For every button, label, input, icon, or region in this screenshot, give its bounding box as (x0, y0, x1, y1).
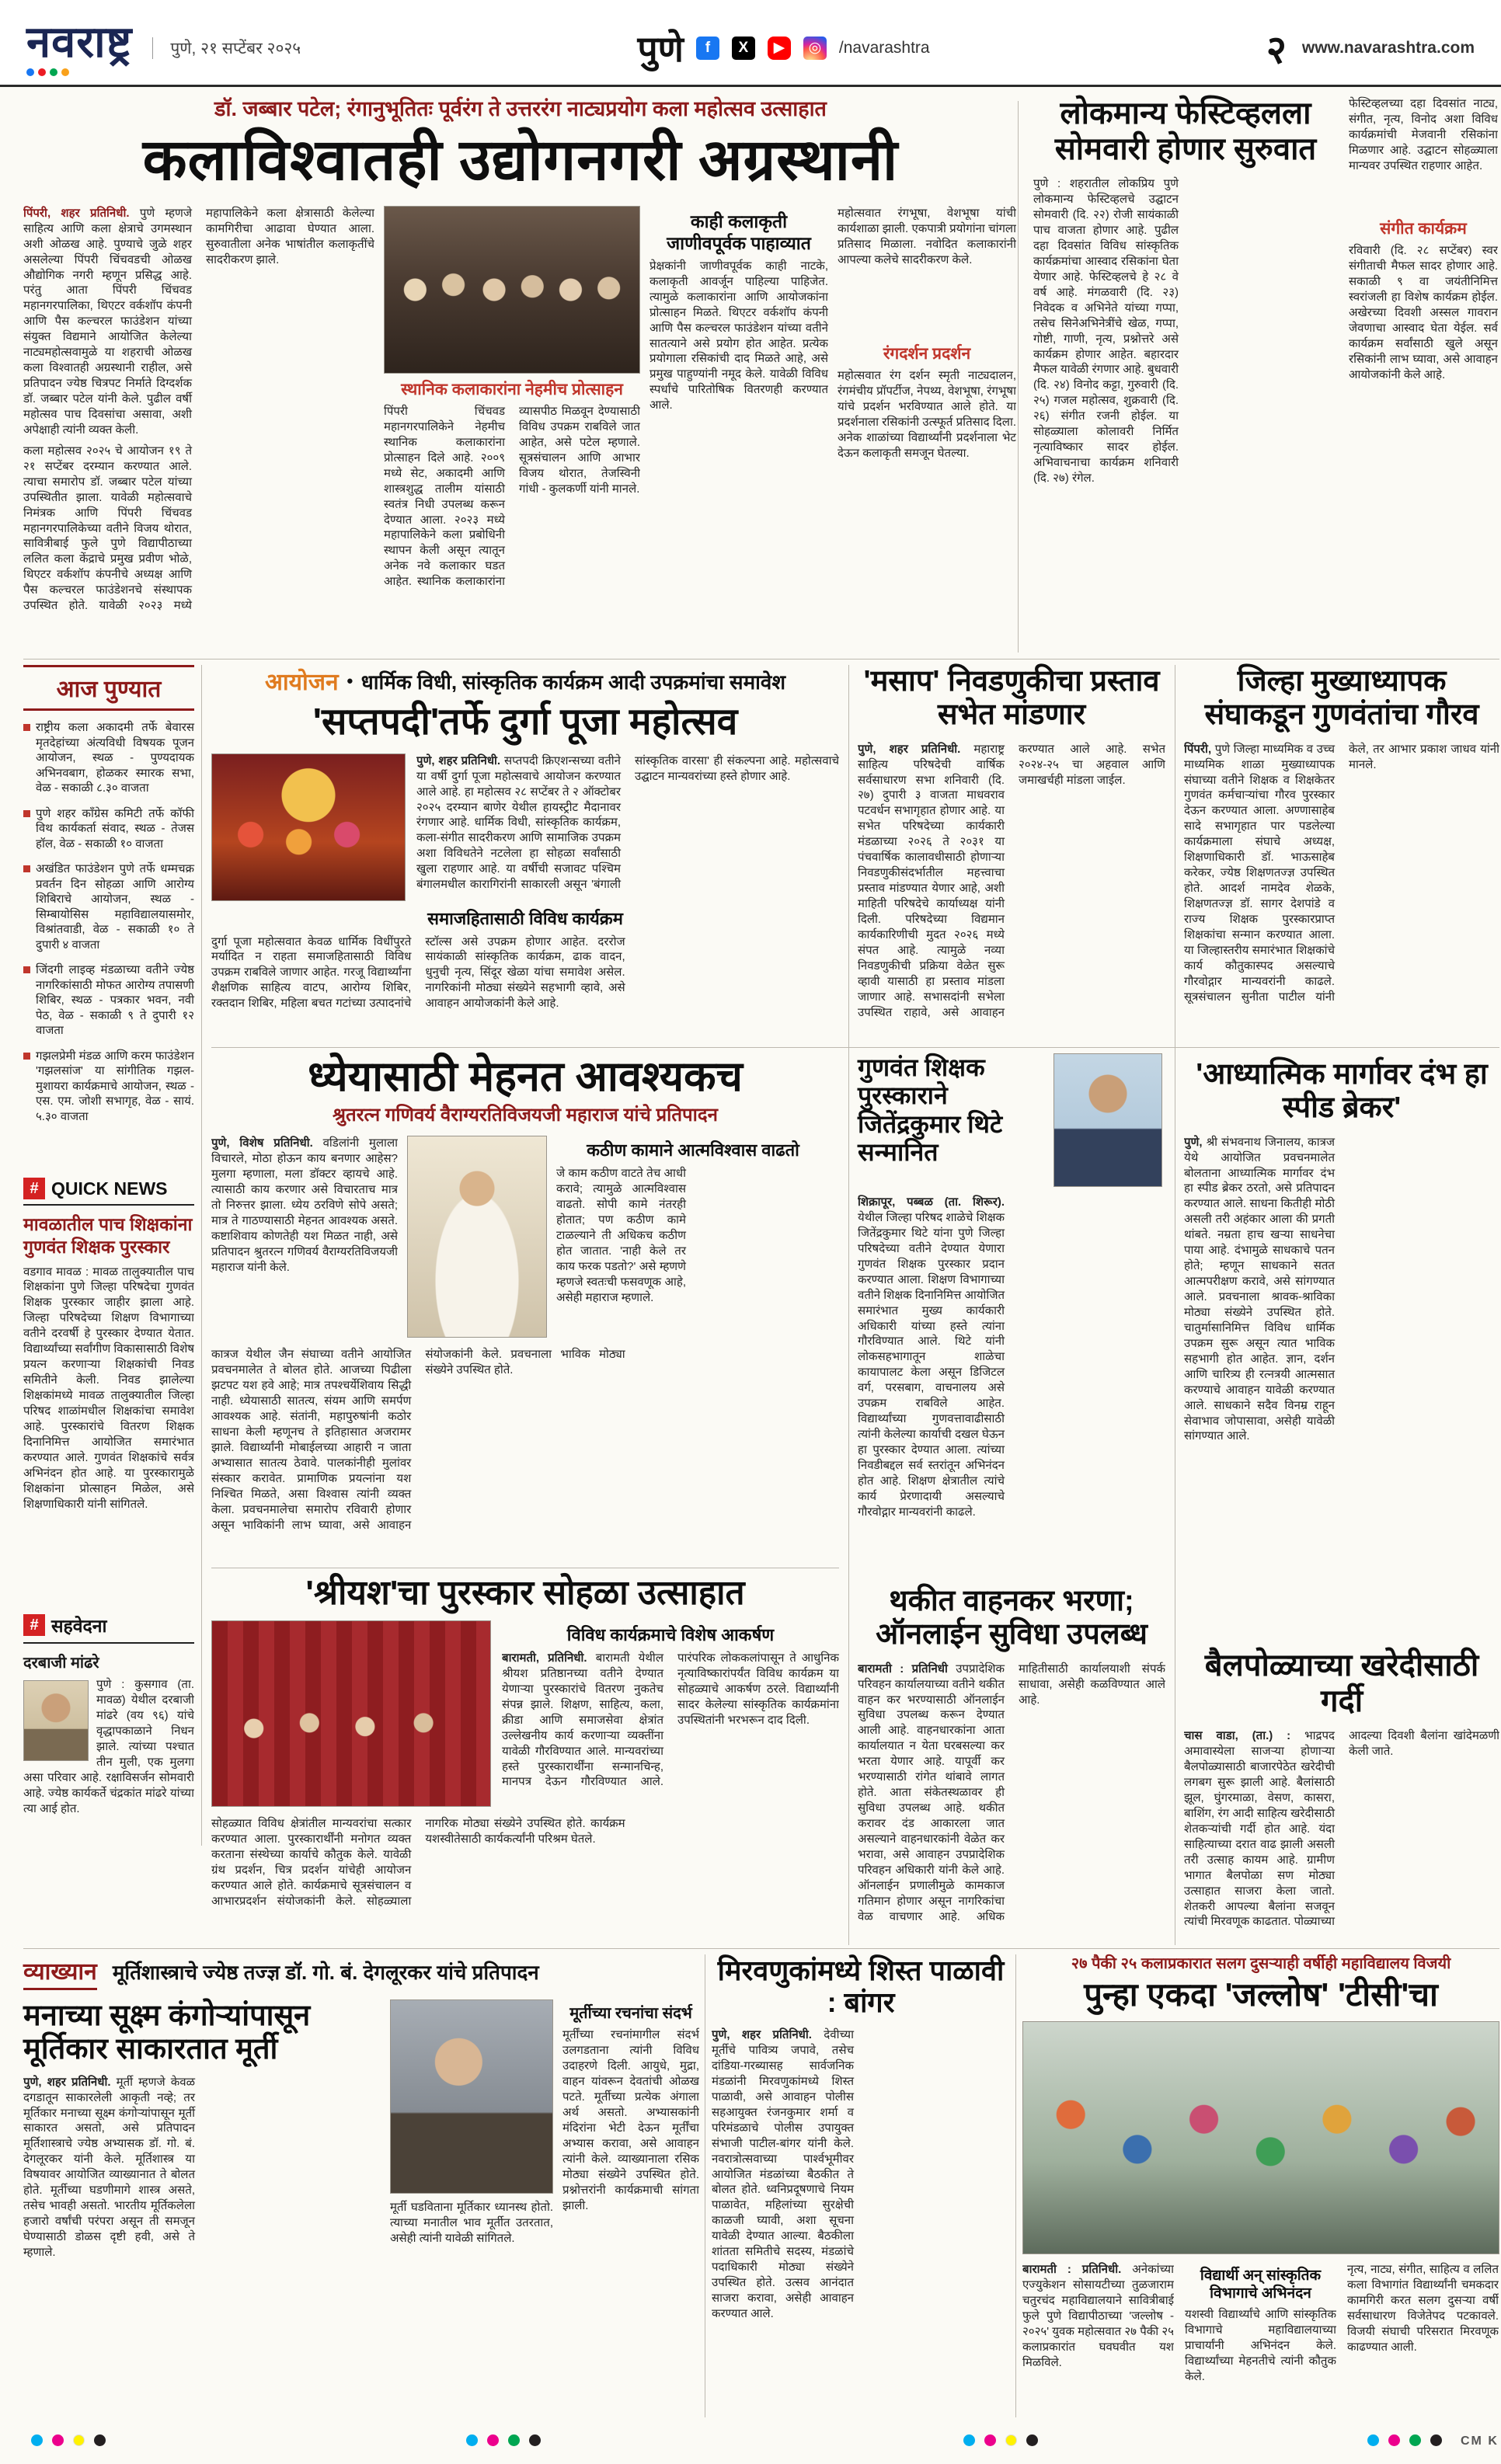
article-body (1184, 1135, 1499, 1624)
article-kicker: डॉ. जब्बार पटेल; रंगानुभूतितः पूर्वरंग ते उत्तररंग नाट्यप्रयोग कला महोत्सव उत्साहात (214, 97, 827, 120)
magenta-dot (487, 2434, 499, 2446)
subhead: स्थानिक कलाकारांना नेहमीच प्रोत्साहन (401, 380, 623, 398)
body-text: यशस्वी विद्यार्थ्यांचे आणि सांस्कृतिक विभागाचे महाविद्यालयाच्या प्राचार्यांनी अभिनंदन केले. विद्यार्थ्यांच्या मेहनतीचे त्यांनी कौतुक केले. (1185, 2308, 1336, 2383)
article-body (390, 2200, 553, 2394)
page-number: २ (1266, 27, 1287, 71)
body-text: अनेकांच्या एज्युकेशन सोसायटीच्या तुळजाराम चतुरचंद महाविद्यालयाने सावित्रीबाई फुले पुणे विद्यापीठाच्या 'जल्लोष - २०२५' युवक महोत्सवात २७ पैकी २५ कलाप्रकारांत घवघवीत यश मिळविले. (1022, 2262, 1174, 2369)
article-column (1349, 96, 1498, 611)
article-vehicle-tax (858, 1585, 1165, 1944)
event-list-item: अखंडित फाउंडेशन पुणे तर्फे धम्मचक्र प्रवर्तन दिन सोहळा आणि आरोग्य शिबिराचे आयोजन, स्थळ - सिम्बायोसिस महाविद्यालयासमोर, विश्रांतवाडी, वेळ - सकाळी १० ते दुपारी ४ वाजता (23, 861, 194, 952)
article-masap-election (858, 665, 1165, 1041)
photo-monk (407, 1136, 547, 1338)
section-header (23, 1954, 699, 1990)
article-headline: पुन्हा एकदा 'जल्लोष' 'टीसी'चा (1084, 1976, 1438, 2013)
byline: बारामती : प्रतिनिधी. (1022, 2262, 1122, 2276)
article-headline: ध्येयासाठी मेहनत आवश्यकच (308, 1053, 743, 1100)
obituary-box (23, 1613, 194, 1846)
article-body (858, 742, 1165, 1029)
logo-dot-orange (61, 68, 69, 76)
box-title: सहवेदना (51, 1616, 107, 1636)
article-body (211, 1816, 839, 1925)
body-text: सप्तपदी क्रिएशन्सच्या वतीने या वर्षी दुर्गा पूजा महोत्सवाचे आयोजन करण्यात आले आहे. हा महोत्सव २८ सप्टेंबर ते २ ऑक्टोबर २०२५ दरम्यान बाणेर येथील हायस्ट्रीट मैदानावर रंगणार आहे. धार्मिक विधी, सांस्कृतिक कार्यक्रम, कला-संगीत सादरीकरण आणि सामाजिक उपक्रम अशा विविधतेने नटलेला हा सोहळा सर्वांसाठी खुला राहणार आहे. या वर्षीची सजावट पश्चिम बंगालमधील कारागिरांनी साकारली असून 'बंगाली सांस्कृतिक वारसा' ही संकल्पना आहे. महोत्सवाचे उद्घाटन मान्यवरांच्या हस्ते होणार आहे. (416, 753, 839, 892)
black-dot (1026, 2434, 1038, 2446)
article-jallosh-victory (1022, 1954, 1499, 2417)
logo-block (26, 16, 133, 76)
article-headline: मनाच्या सूक्ष्म कंगोऱ्यांपासून मूर्तिकार साकारतात मूर्ती (23, 1999, 311, 2066)
yellow-dot (1005, 2434, 1017, 2446)
article-spiritual-path (1184, 1058, 1499, 1636)
paper-logo: नवराष्ट्र (26, 16, 133, 66)
section-subtitle: धार्मिक विधी, सांस्कृतिक कार्यक्रम आदी उपक्रमांचा समावेश (360, 670, 786, 694)
section-label: आयोजन (264, 670, 339, 695)
article-headline: गुणवंत शिक्षक पुरस्काराने जितेंद्रकुमार थिटे सन्मानित (858, 1053, 1003, 1167)
magenta-dot (52, 2434, 64, 2446)
article-sculptor-lecture (23, 1954, 699, 2417)
article-column (838, 206, 1016, 625)
registration-marks (1367, 2434, 1442, 2446)
body-text: येथील जिल्हा परिषद शाळेचे शिक्षक जितेंद्रकुमार थिटे यांना पुणे जिल्हा परिषदेच्या वतीने देण्यात येणारा गुणवंत शिक्षक पुरस्कार प्रदान करण्यात आला. शिक्षण विभागाच्या वतीने शिक्षक दिनानिमित्त आयोजित समारंभात मुख्य कार्यकारी अधिकारी यांच्या हस्ते त्यांना गौरविण्यात आले. थिटे यांनी लोकसहभागातून शाळेचा कायापालट केला असून डिजिटल वर्ग, परसबाग, वाचनालय असे उपक्रम राबविले आहेत. विद्यार्थ्यांच्या गुणवत्तावाढीसाठी त्यांनी केलेल्या कार्याची दखल घेऊन हा पुरस्कार देण्यात आला. त्यांच्या निवडीबद्दल सर्व स्तरांतून अभिनंदन होत आहे. शिक्षण क्षेत्रातील त्यांचे कार्य प्रेरणादायी असल्याचे गौरवोद्गार मान्यवरांनी काढले. (858, 1210, 1005, 1519)
box-header (23, 1178, 194, 1206)
article-body (1184, 742, 1499, 1028)
black-dot (94, 2434, 106, 2446)
byline: पुणे, शहर प्रतिनिधी. (23, 2075, 111, 2089)
article-body (1184, 1728, 1499, 1938)
article-columns (211, 1620, 839, 1807)
article-columns (211, 753, 839, 901)
social-handle: /navarashtra (838, 38, 930, 57)
photo-column (384, 206, 640, 625)
article-body (23, 206, 374, 625)
bullet-icon: ● (346, 674, 353, 687)
byline: पुणे, (1184, 1135, 1203, 1149)
photo-winning-team-group (1022, 2021, 1499, 2254)
photo-award-ceremony (211, 1620, 491, 1807)
article-body (858, 1195, 1165, 1560)
article-lokmanya-festival (1033, 96, 1499, 653)
body-text: प्रेक्षकांनी जाणीवपूर्वक काही नाटके, कलाकृती आवर्जून पाहिल्या पाहिजेत. त्यामुळे कलाकारांना आणि आयोजकांना प्रोत्साहन मिळते. थिएटर वर्कशॉप कंपनी आणि पैस कल्चरल फाउंडेशन यांच्या वतीने सातत्याने असे प्रयोग होत आहेत. प्रत्येक प्रयोगाला रसिकांची दाद मिळते आहे, असे प्रमुख पाहुण्यांनी नमूद केले. यावेळी विविध स्पर्धांचे पारितोषिक वितरणही करण्यात आले. (650, 259, 828, 412)
article-body (23, 1677, 194, 1832)
article-body (562, 2027, 699, 2385)
article-body (838, 368, 1016, 586)
article-column (23, 1999, 381, 2394)
black-dot (529, 2434, 541, 2446)
article-body (838, 206, 1016, 338)
website-url: www.navarashtra.com (1301, 38, 1475, 57)
article-columns (211, 1136, 839, 1338)
article-body (384, 404, 640, 603)
article-body (1022, 2262, 1174, 2386)
body-text: पुणे : कुसगाव (ता. मावळ) येथील दरबाजी मांढरे (वय ९६) यांचे वृद्धापकाळाने निधन झाले. त्यांच्या पश्चात तीन मुली, एक मुलगा असा परिवार आहे. रक्षाविसर्जन सोमवारी आहे. ज्येष्ठ कार्यकर्ते चंद्रकांत मांढरे यांच्या त्या आई होत. (23, 1678, 194, 1815)
article-column (562, 1999, 699, 2394)
article-columns (1033, 96, 1499, 611)
column-rule (1018, 101, 1019, 653)
article-columns (23, 206, 1018, 625)
masthead (0, 0, 1501, 87)
body-text: श्री संभवनाथ जिनालय, कात्रज येथे आयोजित प्रवचनमालेत बोलताना आध्यात्मिक मार्गावर दंभ हा स्पीड ब्रेकर ठरतो, असे प्रतिपादन करण्यात आले. साधना कितीही मोठी असली तरी अहंकार आला की प्रगती थांबते. नम्रता हाच खऱ्या साधनेचा पाया आहे. दंभामुळे साधकाचे पतन होते; म्हणून साधकाने सतत आत्मपरीक्षण करावे, असे सांगण्यात आले. प्रवचनाला श्रावक-श्राविका मोठ्या संख्येने उपस्थित होते. चातुर्मासानिमित्त विविध धार्मिक उपक्रम सुरू असून त्यात भाविक सहभागी होत आहेत. ज्ञान, दर्शन आणि चारित्र्य ही रत्नत्रयी आत्मसात करण्याचे आवाहन यावेळी करण्यात आले. साधकाने सदैव विनम्र राहून सेवाभाव जोपासावा, असेही यावेळी सांगण्यात आले. (1184, 1135, 1335, 1443)
body-text: रविवारी (दि. २८ सप्टेंबर) स्वर संगीताची मैफल सादर होणार आहे. सकाळी ९ वा जयंतीनिमित्त स्वरांजली हा विशेष कार्यक्रम होईल. अखेरच्या दिवशी अस्सल गावरान जेवणाचा आस्वाद घेता येईल. सर्व कार्यक्रम सर्वांसाठी खुले असून रसिकांनी लाभ घ्यावा, असे आवाहन आयोजकांनी केले आहे. (1349, 244, 1498, 381)
photo-obituary-portrait (23, 1680, 89, 1761)
hash-icon: # (23, 1178, 45, 1199)
article-headline: थकीत वाहनकर भरणा; ऑनलाईन सुविधा उपलब्ध (876, 1585, 1148, 1651)
body-text: पुणे म्हणजे साहित्य आणि कला क्षेत्राचे उगमस्थान अशी ओळख आहे. पुण्याचे जुळे शहर असलेल्या पिंपरी चिंचवडची ओळख औद्योगिक नगरी म्हणून प्रसिद्ध आहे. परंतु आता पिंपरी चिंचवड महानगरपालिका, थिएटर वर्कशॉप कंपनी आणि पैस कल्चरल फाउंडेशन यांच्या संयुक्त विद्यमाने आयोजित केलेल्या नाट्यमहोत्सवामुळे या शहराची ओळख कला विश्वातही अग्रस्थानी राहील, असे प्रतिपादन ज्येष्ठ चित्रपट निर्माते दिग्दर्शक डॉ. जब्बार पटेल यांनी केले. पुढील वर्षी महोत्सव पाच दिवसांचा असावा, अशी अपेक्षाही त्यांनी व्यक्त केली. (23, 206, 192, 437)
article-body (211, 934, 839, 1026)
section-rule (23, 659, 1499, 660)
body-text: उपप्रादेशिक परिवहन कार्यालयाच्या वतीने थकीत वाहन कर भरण्यासाठी ऑनलाईन सुविधा उपलब्ध करून देण्यात आली आहे. वाहनधारकांना आता कार्यालयात न येता घरबसल्या कर भरता येणार आहे. यापूर्वी कर भरण्यासाठी रांगेत थांबावे लागत होते. आता संकेतस्थळावर ही सुविधा उपलब्ध आहे. थकीत करावर दंड आकारला जात असल्याने वाहनधारकांनी वेळेत कर भरावा, असे आवाहन उपप्रादेशिक परिवहन अधिकारी यांनी केले आहे. ऑनलाईन प्रणालीमुळे कामकाज गतिमान होणार असून नागरिकांचा वेळ वाचणार आहे. अधिक माहितीसाठी कार्यालयाशी संपर्क साधावा, असेही कळविण्यात आले आहे. (858, 1662, 1165, 1923)
article-kicker: श्रुतरत्न गणिवर्य वैराग्यरतिविजयजी महाराज यांचे प्रतिपादन (333, 1104, 718, 1126)
subhead: मूर्तीच्या रचनांचा संदर्भ (569, 2005, 692, 2022)
byline: पुणे, शहर प्रतिनिधी. (712, 2028, 812, 2042)
article-headline: 'मसाप' निवडणुकीचा प्रस्ताव सभेत मांडणार (863, 665, 1160, 732)
article-durga-puja (211, 665, 839, 1041)
press-color-mark: CM K (1461, 2434, 1499, 2448)
paragraph (23, 206, 192, 438)
article-headline: बैलपोळ्याच्या खरेदीसाठी गर्दी (1204, 1648, 1479, 1718)
body-text: मूर्तींच्या रचनांमागील संदर्भ उलगडताना त्यांनी विविध उदाहरणे दिली. आयुधे, मुद्रा, वाहन यांवरून देवतांची ओळख पटते. मूर्तीच्या प्रत्येक अंगाला अर्थ असतो. अभ्यासकांनी मंदिरांना भेटी देऊन मूर्तींचा अभ्यास करावा, असे आवाहन त्यांनी केले. व्याख्यानाला रसिक मोठ्या संख्येने उपस्थित होते. प्रश्नोत्तरांनी कार्यक्रमाची सांगता झाली. (562, 2028, 699, 2212)
body-text: महोत्सवात रंग दर्शन स्मृती नाट्यदालन, रंगमंचीय प्रॉपर्टीज, नेपथ्य, वेशभूषा, रंगभूषा यांचे प्रदर्शन भरविण्यात आले होते. या प्रदर्शनाला रसिकांनी उत्स्फूर्त प्रतिसाद दिला. अनेक शाळांच्या विद्यार्थ्यांनी प्रदर्शनाला भेट देऊन कलाकृती समजून घेतल्या. (838, 368, 1016, 460)
article-kicker: मूर्तिशास्त्राचे ज्येष्ठ तज्ज्ञ डॉ. गो. बं. देगलूरकर यांचे प्रतिपादन (112, 1961, 539, 1984)
article-headline: मावळातील पाच शिक्षकांना गुणवंत शिक्षक पुरस्कार (23, 1214, 193, 1257)
article-body (502, 1651, 839, 1803)
cyan-dot (31, 2434, 43, 2446)
black-dot (1430, 2434, 1442, 2446)
article-shriyash-awards (211, 1574, 839, 1945)
subhead: रंगदर्शन प्रदर्शन (883, 344, 971, 363)
article-headmaster-association (1184, 665, 1499, 1046)
body-text: देवीच्या मूर्तीचे पावित्र्य जपावे, तसेच दांडिया-गरब्यासह सार्वजनिक मंडळांनी मिरवणुकांमध्ये शिस्त पाळावी, असे आवाहन पोलीस सहआयुक्त रंजनकुमार शर्मा व परिमंडळाचे पोलीस उपायुक्त संभाजी पाटील-बांगर यांनी केले. नवरात्रोत्सवाच्या पार्श्वभूमीवर आयोजित मंडळांच्या बैठकीत ते बोलत होते. ध्वनिप्रदूषणाचे नियम पाळावेत, महिलांच्या सुरक्षेची काळजी घ्यावी, अशा सूचना यावेळी देण्यात आल्या. बैठकीला शांतता समितीचे सदस्य, मंडळांचे पदाधिकारी मोठ्या संख्येने उपस्थित होते. उत्सव आनंदात साजरा करावा, असेही आवाहन करण्यात आले. (712, 2028, 854, 2320)
subhead: संगीत कार्यक्रम (1380, 220, 1467, 238)
article-body (650, 259, 828, 616)
photo-speaker (390, 1999, 553, 2194)
event-list-item: जिंदगी लाइव्ह मंडळाच्या वतीने ज्येष्ठ नागरिकांसाठी मोफत आरोग्य तपासणी शिबिर, स्थळ - पत्रकार भवन, नवी पेठ, वेळ - सकाळी ९ ते दुपारी १२ वाजता (23, 962, 194, 1039)
registration-marks (31, 2434, 106, 2446)
body-text: वडिलांनी मुलाला विचारले, मोठा होऊन काय बनणार आहेस? मुलगा म्हणाला, मला डॉक्टर व्हायचे आहे. त्यासाठी काय करणार असे विचारताच मात्र तो निरुत्तर झाला. ध्येय ठरविणे सोपे असते; मात्र ते गाठण्यासाठी मेहनत आवश्यक असते. कष्टाशिवाय कोणतेही यश मिळत नाही, असे प्रतिपादन श्रुतरत्न गणिवर्य वैराग्यरतिविजयजी महाराज यांनी केले. (211, 1136, 398, 1274)
article-headline: जिल्हा मुख्याध्यापक संघाकडून गुणवंतांचा गौरव (1204, 665, 1479, 732)
subhead: समाजहितासाठी विविध कार्यक्रम (427, 908, 623, 928)
edition-dateline: पुणे, २१ सप्टेंबर २०२५ (152, 37, 301, 59)
x-icon: X (732, 37, 755, 60)
section-label: व्याख्यान (23, 1954, 97, 1990)
instagram-icon: ◎ (803, 37, 827, 60)
event-list-item: गझलप्रेमी मंडळ आणि करम फाउंडेशन 'गझलसांज' या सांगीतिक गझल-मुशायरा कार्यक्रमाचे आयोजन, स्थळ - एस. एम. जोशी सभागृह, वेळ - सायं. ५.३० वाजता (23, 1049, 194, 1125)
body-text: पुणे : शहरातील लोकप्रिय पुणे लोकमान्य फेस्टिव्हलचे उद्घाटन सोमवारी (दि. २२) रोजी सायंकाळी पाच वाजता होणार आहे. पुढील दहा दिवसांत विविध सांस्कृतिक कार्यक्रमांचा आस्वाद रसिकांना घेता येणार आहे. फेस्टिव्हलचे हे २८ वे वर्ष आहे. मंगळवारी (दि. २३) निवेदक व अभिनेते यांच्या गप्पा, तसेच सिनेअभिनेत्रींचे खेळ, गप्पा, गोष्टी, गाणी, नृत्य, प्रश्नोत्तरे असे कार्यक्रम होणार आहेत. बहारदार मैफल यावेळी रंगणार आहे. बुधवारी (दि. २४) विनोद कट्टा, गुरुवारी (दि. २५) गजल महोत्सव, शुक्रवारी (दि. २६) संगीत रजनी होईल. या सोहळ्याला कोलावरी निर्मित नृत्याविष्कार सादर होईल. अभिवाचनाचा कार्यक्रम शनिवारी (दि. २७) रंगेल. (1033, 177, 1179, 485)
article-column (650, 206, 828, 625)
registration-marks (963, 2434, 1038, 2446)
section-rule (211, 1047, 1499, 1048)
article-headline: 'श्रीयश'चा पुरस्कार सोहळा उत्साहात (305, 1574, 745, 1612)
article-body (416, 753, 839, 901)
logo-dot-green (50, 68, 57, 76)
quick-news-box (23, 1178, 194, 1600)
photo-thite-portrait (1053, 1053, 1162, 1187)
logo-dot-red (38, 68, 46, 76)
body-text: पुणे जिल्हा माध्यमिक व उच्च माध्यमिक शाळा मुख्याध्यापक संघाच्या वतीने शिक्षक व शिक्षकेतर गुणवंत कर्मचाऱ्यांचा गौरव पुरस्कार देऊन करण्यात आला. अण्णासाहेब सादे सभागृहात पार पडलेल्या कार्यक्रमाला संघाचे अध्यक्ष, शिक्षणाधिकारी डॉ. भाऊसाहेब करेकर, ज्येष्ठ शिक्षणतज्ज्ञ उपस्थित होते. आदर्श नामदेव शेळके, शिक्षणतज्ज्ञ डॉ. सागर देशपांडे व राज्य शिक्षक पुरस्कारप्राप्त शिक्षकांचा सन्मान करण्यात आला. या जिल्हास्तरीय समारंभात शिक्षकांचे कार्य कौतुकास्पद असल्याचे गौरवोद्गार मान्यवरांनी काढले. सूत्रसंचालन सुनीता पाटील यांनी केले, तर आभार प्रकाश जाधव यांनी मानले. (1184, 742, 1499, 1004)
box-header (23, 1613, 194, 1644)
byline: शिक्रापूर, पब्बळ (ता. शिरूर). (858, 1195, 1005, 1209)
photo-durga-puja (211, 753, 406, 901)
article-column (1185, 2262, 1336, 2391)
facebook-icon: f (696, 37, 719, 60)
box-title: आज पुण्यात (23, 665, 194, 711)
article-effort-for-goal (211, 1053, 839, 1563)
article-column (556, 1136, 830, 1338)
body-text: दुर्गा पूजा महोत्सवात केवळ धार्मिक विधींपुरते मर्यादित न राहता समाजहितासाठी विविध उपक्रम राबविले जाणार आहेत. गरजू विद्यार्थ्यांना शैक्षणिक साहित्य वाटप, आरोग्य शिबिर, रक्तदान शिबिर, महिला बचत गटांच्या उत्पादनांचे स्टॉल्स असे उपक्रम होणार आहेत. दररोज सायंकाळी सांस्कृतिक कार्यक्रम, ढाक वादन, धुनुची नृत्य, सिंदूर खेळा यांचा समावेश असेल. नागरिकांनी मोठ्या संख्येने सहभागी व्हावे, असे आवाहन आयोजकांनी केले आहे. (211, 934, 625, 1011)
byline: पिंपरी, (1184, 742, 1212, 756)
article-procession-discipline (712, 1954, 1010, 2417)
byline: पुणे, शहर प्रतिनिधी. (416, 753, 501, 767)
article-body (1185, 2307, 1336, 2391)
section-header (211, 665, 839, 697)
green-dot (508, 2434, 520, 2446)
cyan-dot (1367, 2434, 1379, 2446)
column-heading: काही कलाकृती जाणीवपूर्वक पाहाव्यात (667, 211, 811, 253)
column-rule (201, 665, 202, 1846)
body-text: वडगाव मावळ : मावळ तालुक्यातील पाच शिक्षकांना पुणे जिल्हा परिषदेचा गुणवंत शिक्षक पुरस्कार जाहीर झाला आहे. जिल्हा परिषदेच्या शिक्षण विभागाच्या वतीने दरवर्षी हे पुरस्कार देण्यात येतात. विद्यार्थ्यांच्या सर्वांगीण विकासासाठी विशेष प्रयत्न करणाऱ्या शिक्षकांची निवड समितीने केली. निवड झालेल्या शिक्षकांमध्ये मावळ तालुक्यातील जिल्हा परिषद शाळांमधील शिक्षकांचा समावेश आहे. पुरस्कारांचे वितरण शिक्षक दिनानिमित्त आयोजित समारंभात करण्यात आले. गुणवंत शिक्षकांचे सर्वत्र अभिनंदन होत आहे. या पुरस्कारामुळे शिक्षकांना प्रोत्साहन मिळेल, असे शिक्षणाधिकारी यांनी सांगितले. (23, 1265, 194, 1511)
byline: पिंपरी, शहर प्रतिनिधी. (23, 206, 130, 220)
article-kicker: २७ पैकी २५ कलाप्रकारात सलग दुसऱ्याही वर्षीही मह‍ाविद्यालय विजयी (1071, 1955, 1451, 1972)
article-headline: मिरवणुकांमध्ये शिस्त पाळावी : बांगर (717, 1954, 1005, 2019)
masthead-center (637, 24, 929, 72)
article-bailpola-shopping (1184, 1648, 1499, 1944)
article-headline: कलाविश्वातही उद्योगनगरी अग्रस्थानी (142, 127, 899, 193)
body-text: सोहळ्यात विविध क्षेत्रांतील मान्यवरांचा सत्कार करण्यात आला. पुरस्कारार्थींनी मनोगत व्यक्त करताना संस्थेच्या कार्याचे कौतुक केले. यावेळी ग्रंथ प्रदर्शन, चित्र प्रदर्शन यांचेही आयोजन करण्यात आले होते. कार्यक्रमाचे सूत्रसंचालन व आभारप्रदर्शन संयोजकांनी केले. सोहळ्याला नागरिक मोठ्या संख्येने उपस्थित होते. कार्यक्रम यशस्वीतेसाठी कार्यकर्त्यांनी परिश्रम घेतले. (211, 1817, 625, 1908)
body-text: महाराष्ट्र साहित्य परिषदेची वार्षिक सर्वसाधारण सभा शनिवारी (दि. २७) दुपारी ३ वाजता माधवराव पटवर्धन सभागृहात होणार आहे. या सभेत परिषदेच्या कार्यकारी मंडळाच्या २०२६ ते २०३१ या पंचवार्षिक कालावधीसाठी होणाऱ्या निवडणुकीसंदर्भातील महत्त्वाचा प्रस्ताव मांडण्यात येणार आहे, अशी माहिती परिषदेचे कार्याध्यक्ष यांनी दिली. परिषदेच्या विद्यमान कार्यकारिणीची मुदत २०२६ मध्ये संपत आहे. त्यामुळे नव्या निवडणुकीची प्रक्रिया वेळेत सुरू व्हावी यासाठी हा प्रस्ताव मांडला जाणार आहे. सभासदांनी सभेला उपस्थित राहावे, असे आवाहन करण्यात आले आहे. सभेत २०२४-२५ चा अहवाल आणि जमाखर्चही मांडला जाईल. (858, 742, 1165, 1019)
body-text: पारंपरिक लोककलांपासून ते आधुनिक नृत्याविष्कारांपर्यंत विविध कार्यक्रम या सोहळ्याचे आकर्षण ठरले. विद्यार्थ्यांनी सादर केलेल्या सांस्कृतिक कार्यक्रमांना उपस्थितांनी भरभरून दाद दिली. (677, 1651, 839, 1727)
article-headline: 'आध्यात्मिक मार्गावर दंभ हा स्पीड ब्रेकर' (1196, 1058, 1488, 1125)
article-body (211, 1136, 398, 1338)
article-columns (23, 1999, 699, 2394)
magenta-dot (984, 2434, 996, 2446)
section-rule (23, 1948, 1499, 1949)
article-column (502, 1620, 839, 1807)
column-rule (1015, 1954, 1016, 2417)
article-column (1033, 96, 1338, 611)
body-text: भाद्रपद अमावास्येला साजऱ्या होणाऱ्या बैलपोळ्यासाठी बाजारपेठेत खरेदीची लगबग सुरू झाली आहे. बैलांसाठी झूल, घुंगरमाळा, वेसण, कासरा, बाशिंग, रंग आदी साहित्य खरेदीसाठी शेतकऱ्यांची गर्दी होत आहे. यंदा साहित्याच्या दरात वाढ झाली असली तरी उत्साह कायम आहे. ग्रामीण भागात बैलपोळा सण मोठ्या उत्साहात साजरा केला जातो. शेतकरी आपल्या बैलांना सजवून त्यांची मिरवणूक काढतात. पोळ्याच्या आदल्या दिवशी बैलांना खांदेमळणी केली जाते. (1184, 1729, 1499, 1929)
article-body (23, 2075, 381, 2370)
article-headline: 'सप्तपदी'तर्फे दुर्गा पूजा महोत्सव (312, 701, 738, 743)
byline: बारामती, प्रतिनिधी. (502, 1651, 587, 1665)
byline: पुणे, विशेष प्रतिनिधी. (211, 1136, 313, 1150)
body-text: मूर्ती घडविताना मूर्तिकार ध्यानस्थ होतो. त्याच्या मनातील भाव मूर्तीत उतरतात, असेही त्यांनी यावेळी सांगितले. (390, 2201, 553, 2245)
headline-photo-row (858, 1053, 1165, 1187)
article-body (1349, 96, 1498, 213)
byline: पुणे, शहर प्रतिनिधी. (858, 742, 961, 756)
event-list-item: राष्ट्रीय कला अकादमी तर्फे बेवारस मृतदेहांच्या अंत्यविधी विषयक पूजन आयोजन, स्थळ - पुण्यदायक अभिनवबाग, होळकर स्मारक सभा, वेळ - सकाळी ८.३० वाजता (23, 720, 194, 796)
green-dot (1409, 2434, 1421, 2446)
subhead: विद्यार्थी अन् सांस्कृतिक विभागाचे अभिनंदन (1200, 2267, 1322, 2302)
column-rule (848, 665, 849, 1945)
yellow-dot (73, 2434, 85, 2446)
body-text: महोत्सवात रंगभूषा, वेशभूषा यांची कार्यशाळा झाली. एकपात्री प्रयोगांना चांगला प्रतिसाद मिळाला. नवोदित कलाकारांनी आपल्या कलेचे सादरीकरण केले. (838, 206, 1016, 266)
article-body (858, 1662, 1165, 1933)
masthead-right (1266, 22, 1475, 75)
article-main (23, 96, 1018, 653)
body-text: बारामती येथील श्रीयश प्रतिष्ठानच्या वतीने देण्यात येणाऱ्या पुरस्कारांचे वितरण नुकतेच संपन्न झाले. शिक्षण, साहित्य, कला, क्रीडा आणि समाजसेवा क्षेत्रांत उल्लेखनीय कार्य करणाऱ्या व्यक्तींना यावेळी गौरविण्यात आले. मान्यवरांच्या हस्ते पुरस्कारार्थींना सन्मानचिन्ह, मानपत्र देऊन गौरविण्यात आले. (502, 1651, 663, 1789)
article-columns (1022, 2262, 1499, 2391)
magenta-dot (1388, 2434, 1400, 2446)
subhead: कठीण कामाने आत्मविश्वास वाढतो (587, 1140, 799, 1161)
article-headline: लोकमान्य फेस्टिव्हलला सोमवारी होणार सुरुवात (1054, 96, 1317, 166)
article-thite-award (858, 1053, 1165, 1572)
cyan-dot (466, 2434, 478, 2446)
article-body (1349, 243, 1498, 577)
subhead: विविध कार्यक्रमाचे विशेष आकर्षण (566, 1625, 775, 1645)
registration-marks (466, 2434, 541, 2446)
article-body (712, 2027, 1010, 2400)
logo-dot-blue (26, 68, 34, 76)
hash-icon: # (23, 1614, 45, 1636)
logo-dots (26, 68, 132, 76)
photo-stage-felicitation (384, 206, 640, 374)
article-body (1347, 2262, 1499, 2386)
today-in-pune-box (23, 665, 194, 1168)
body-text: पिंपरी चिंचवड महानगरपालिकेने नेहमीच स्थानिक कलाकारांना प्रोत्साहन दिले आहे. २००९ मध्ये सेट, अकादमी आणि शास्त्रशुद्ध तालीम यांसाठी स्वतंत्र निधी उपलब्ध करून देण्यात आला. २०२३ मध्ये महापालिकेने कला प्रबोधिनी स्थापन केली असून त्यातून अनेक नवे कलाकार घडत आहेत. स्थानिक कलाकारांना व्यासपीठ मिळवून देण्यासाठी विविध उपक्रम राबविले जात आहेत, असे पटेल म्हणाले. सूत्रसंचालन आणि आभार विजय थोरात, तेजस्विनी गांधी - कुलकर्णी यांनी मानले. (384, 404, 640, 589)
photo-column (390, 1999, 553, 2394)
body-text: नृत्य, नाट्य, संगीत, साहित्य व ललित कला विभागांत विद्यार्थ्यांनी चमकदार कामगिरी करत सलग दुसऱ्या वर्षी सर्वसाधारण विजेतेपद पटकावले. विजयी संघाची परिसरात मिरवणूक काढण्यात आली. (1347, 2262, 1499, 2354)
cyan-dot (963, 2434, 975, 2446)
body-text: मूर्ती म्हणजे केवळ दगडातून साकारलेली आकृती नव्हे; तर मूर्तिकार मनाच्या सूक्ष्म कंगोऱ्यांपासून मूर्ती साकारत असतो, असे प्रतिपादन मूर्तिशास्त्राचे ज्येष्ठ अभ्यासक डॉ. गो. बं. देगलूरकर यांनी केले. मूर्तिशास्त्र या विषयावर आयोजित व्याख्यानात ते बोलत होते. मूर्तीच्या घडणीमागे शास्त्र असते, तसेच भावही असतो. भारतीय मूर्तिकलेला हजारो वर्षांची परंपरा असून ती समजून घेण्यासाठी डोळस दृष्टी हवी, असे ते म्हणाले. (23, 2075, 195, 2259)
body-text: जे काम कठीण वाटते तेच आधी करावे; त्यामुळे आत्मविश्वास वाढतो. सोपी कामे नंतरही होतात; पण कठीण कामे टाळल्याने ती अधिकच कठीण होत जातात. 'नाही केले तर काय फरक पडतो?' असे म्हणणे म्हणजे स्वतःची फसवणूक आहे, असेही महाराज म्हणाले. (556, 1167, 686, 1304)
article-body (23, 1265, 194, 1591)
event-list-item: पुणे शहर काँग्रेस कमिटी तर्फे कॉफी विथ कार्यकर्ता संवाद, स्थळ - तेजस हॉल, वेळ - सकाळी १० वाजता (23, 806, 194, 852)
city-name: पुणे (637, 28, 684, 69)
byline: चास वाडा, (ता.) : (1184, 1729, 1291, 1743)
youtube-icon: ▶ (768, 37, 791, 60)
article-body (211, 1347, 839, 1557)
article-body (556, 1166, 830, 1328)
article-body (1033, 176, 1338, 611)
box-title: QUICK NEWS (51, 1178, 168, 1199)
body-text: कला महोत्सव २०२५ चे आयोजन १९ ते २१ सप्टेंबर दरम्यान करण्यात आले. त्याचा समारोप डॉ. जब्बार पटेल यांच्या उपस्थितीत झाला. यावेळी महोत्सवाचे निमंत्रक आणि पिंपरी चिंचवड महानगरपालिकेच्या वतीने विजय थोरात, सावित्रीबाई फुले पुणे विद्यापीठाच्या ललित कला केंद्राचे प्रमुख प्रवीण भोळे, थिएटर वर्कशॉप कंपनीचे अध्यक्ष आणि पैस कल्चरल फाउंडेशनचे संस्थापक उपस्थित होते. यावेळी २०२३ मध्ये महापालिकेने कला क्षेत्रासाठी केलेल्या कामगिरीचा आढावा घेण्यात आला. सुरुवातीला अनेक भाषांतील कलाकृतींचे सादरीकरण झाले. (23, 206, 374, 613)
body-text: फेस्टिव्हलच्या दहा दिवसांत नाट्य, संगीत, नृत्य, विनोद अशा विविध कार्यक्रमांची मेजवानी रसिकांना मिळणार आहे. उद्घाटन सोहळ्याला मान्यवर उपस्थित राहणार आहेत. (1349, 97, 1498, 172)
deceased-name: दरबाजी मांढरे (23, 1655, 99, 1672)
body-text: कात्रज येथील जैन संघाच्या वतीने आयोजित प्रवचनमालेत ते बोलत होते. आजच्या पिढीला झटपट यश हवे आहे; मात्र तपश्चर्येशिवाय सिद्धी नाही. ध्येयासाठी सातत्य, संयम आणि समर्पण आवश्यक आहे. संतांनी, महापुरुषांनी कठोर साधना केली म्हणूनच ते इतिहासात अजरामर झाले. विद्यार्थ्यांनी मोबाईलच्या आहारी न जाता अभ्यासात सातत्य ठेवावे. पालकांनीही मुलांवर संस्कार करावेत. प्रामाणिक प्रयत्नांना यश निश्चित मिळते, असा विश्वास त्यांनी व्यक्त केला. प्रवचनमालेचा समारोप रविवारी होणार असून भाविकांनी लाभ घ्यावा, असे आवाहन संयोजकांनी केले. प्रवचनाला भाविक मोठ्या संख्येने उपस्थित होते. (211, 1348, 625, 1532)
byline: बारामती : प्रतिनिधी (858, 1662, 948, 1676)
